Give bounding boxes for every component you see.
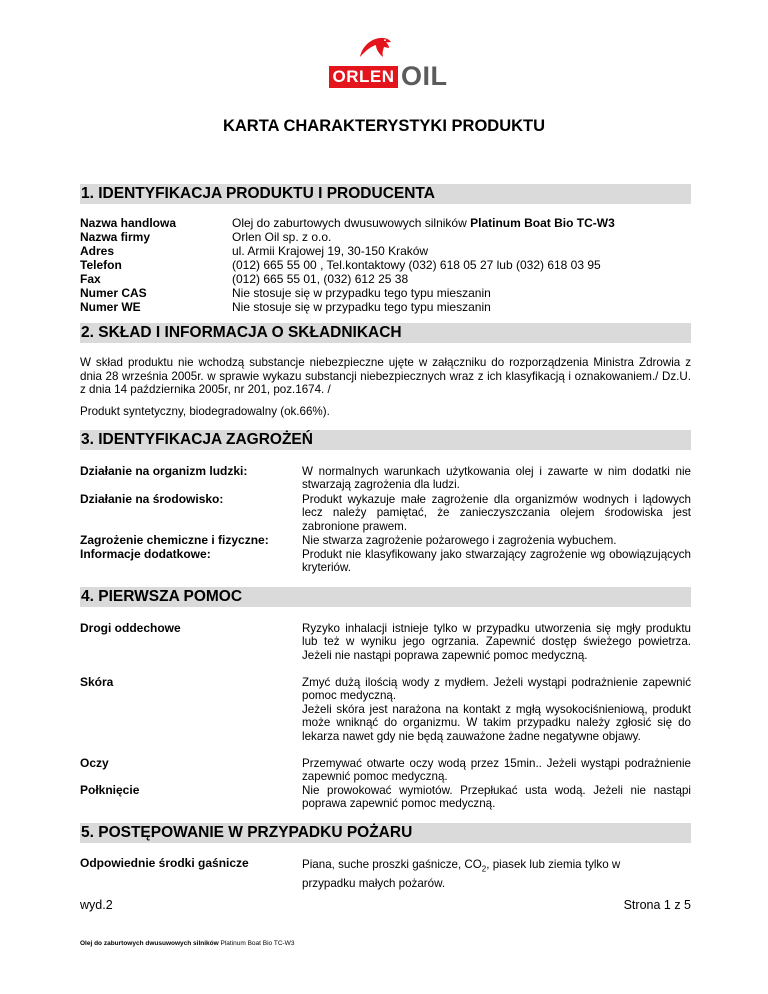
- section-3-header: 3. IDENTYFIKACJA ZAGROŻEŃ: [80, 430, 691, 450]
- address-label: Adres: [80, 244, 115, 258]
- orlen-oil-logo: [326, 35, 450, 93]
- oil-wordmark: OIL: [401, 61, 448, 91]
- trade-name-label: Nazwa handlowa: [80, 216, 177, 230]
- cas-number-label: Numer CAS: [80, 286, 147, 300]
- ec-number-value: Nie stosuje się w przypadku tego typu mieszanin: [232, 300, 491, 314]
- page-number: Strona 1 z 5: [623, 898, 691, 912]
- phone-value: (012) 665 55 00 , Tel.kontaktowy (032) 618 05 27 lub (032) 618 03 95: [232, 258, 601, 272]
- footer-product-note: Olej do zaburtowych dwusuwowych silników Platinum Boat Bio TC-W3: [80, 940, 295, 947]
- additional-info-text: Produkt nie klasyfikowany jako stwarzający zagrożenie wg obowiązujących kryteriów.: [302, 548, 691, 575]
- extinguishing-agents-label: Odpowiednie środki gaśnicze: [80, 856, 249, 870]
- composition-paragraph: W skład produktu nie wchodzą substancje niebezpieczne ujęte w załączniku do rozporządzenia Ministra Zdrowia z dnia 28 września 2005r. w sprawie wykazu substancji niebezpiecznych wraz z ich klasyfikacją i oznakowaniem./ Dz.U. z dnia 14 października 2005r, nr 201, poz.1674. /: [80, 356, 691, 396]
- skin-text-2: Jeżeli skóra jest narażona na kontakt z mgłą wysokociśnieniową, produkt może wniknąć do organizmu. W takim przypadku należy zgłosić się do lekarza nawet gdy nie będą zauważone żadne negatywne objawy.: [302, 703, 691, 743]
- fax-value: (012) 665 55 01, (032) 612 25 38: [232, 272, 409, 286]
- edition-label: wyd.2: [80, 898, 113, 912]
- section-4-header: 4. PIERWSZA POMOC: [80, 587, 691, 607]
- airways-label: Drogi oddechowe: [80, 621, 181, 635]
- section-1-header: 1. IDENTYFIKACJA PRODUKTU I PRODUCENTA: [80, 184, 691, 204]
- chemical-hazard-text: Nie stwarza zagrożenie pożarowego i zagrożenia wybuchem.: [302, 534, 617, 547]
- chemical-hazard-label: Zagrożenie chemiczne i fizyczne:: [80, 533, 269, 547]
- company-name-label: Nazwa firmy: [80, 230, 151, 244]
- phone-label: Telefon: [80, 258, 122, 272]
- extinguishing-agents-text: Piana, suche proszki gaśnicze, $CO_2$, piasek lub ziemia tylko w przypadku małych pożarów.: [302, 858, 621, 891]
- skin-label: Skóra: [80, 675, 114, 689]
- swallowing-label: Połknięcie: [80, 783, 140, 797]
- cas-number-value: Nie stosuje się w przypadku tego typu mieszanin: [232, 286, 491, 300]
- additional-info-label: Informacje dodatkowe:: [80, 547, 211, 561]
- environment-effect-label: Działanie na środowisko:: [80, 492, 224, 506]
- airways-text: Ryzyko inhalacji istnieje tylko w przypadku utworzenia się mgły produktu lub też w wyniku jego ogrzania. Zapewnić dostęp świeżego powietrza. Jeżeli nie nastąpi poprawa zapewnić pomoc medyczną.: [302, 622, 691, 662]
- product-type-paragraph: Produkt syntetyczny, biodegradowalny (ok.66%).: [80, 405, 330, 418]
- human-effect-label: Działanie na organizm ludzki:: [80, 464, 248, 478]
- company-name-value: Orlen Oil sp. z o.o.: [232, 230, 332, 244]
- human-effect-text: W normalnych warunkach użytkowania olej i zawarte w nim dodatki nie stwarzają zagrożenia dla ludzi.: [302, 465, 691, 492]
- eagle-icon: [358, 35, 392, 61]
- document-title: KARTA CHARAKTERYSTYKI PRODUKTU: [222, 117, 546, 135]
- orlen-wordmark: ORLEN: [329, 66, 398, 88]
- skin-text-1: Zmyć dużą ilością wody z mydłem. Jeżeli wystąpi podrażnienie zapewnić pomoc medyczną.: [302, 676, 691, 703]
- ec-number-label: Numer WE: [80, 300, 141, 314]
- swallowing-text: Nie prowokować wymiotów. Przepłukać usta wodą. Jeżeli nie nastąpi poprawa zapewnić pomoc medyczną.: [302, 784, 691, 811]
- fax-label: Fax: [80, 272, 101, 286]
- address-value: ul. Armii Krajowej 19, 30-150 Kraków: [232, 244, 429, 258]
- eyes-text: Przemywać otwarte oczy wodą przez 15min.. Jeżeli wystąpi podrażnienie zapewnić pomoc medyczną.: [302, 757, 691, 784]
- section-5-header: 5. POSTĘPOWANIE W PRZYPADKU POŻARU: [80, 823, 691, 843]
- environment-effect-text: Produkt wykazuje małe zagrożenie dla organizmów wodnych i lądowych lecz należy pamiętać, że zanieczyszczania olejem środowiska jest zabronione prawem.: [302, 493, 691, 533]
- eyes-label: Oczy: [80, 756, 109, 770]
- trade-name-value: Olej do zaburtowych dwusuwowych silników Platinum Boat Bio TC-W3: [232, 216, 615, 230]
- section-2-header: 2. SKŁAD I INFORMACJA O SKŁADNIKACH: [80, 323, 691, 343]
